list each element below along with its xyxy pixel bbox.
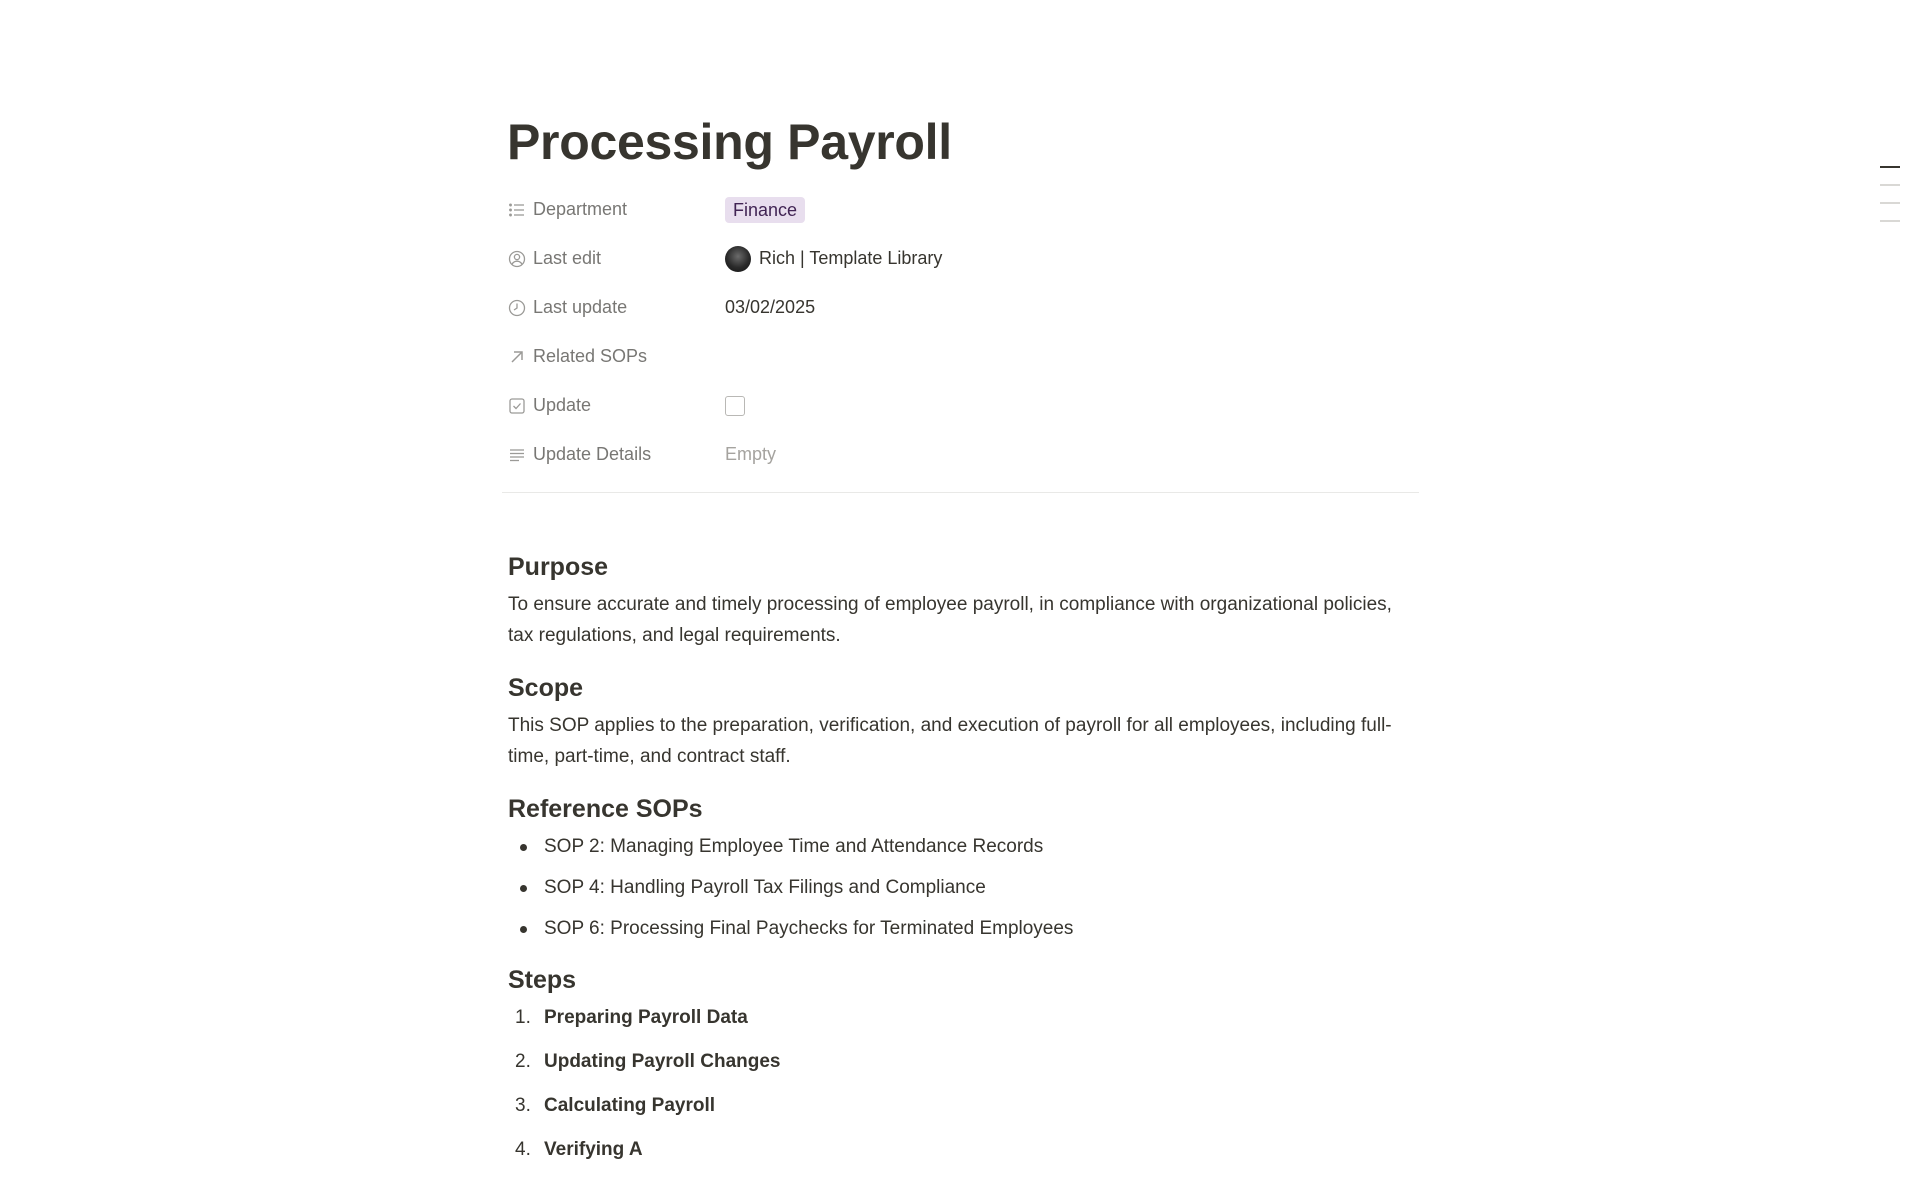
toc-marker[interactable]	[1880, 202, 1900, 204]
reference-sops-heading[interactable]: Reference SOPs	[508, 795, 703, 823]
list-item[interactable]	[508, 1046, 1413, 1077]
property-label	[507, 395, 725, 416]
avatar	[725, 246, 751, 272]
property-label	[507, 248, 725, 269]
property-value[interactable]	[725, 297, 815, 318]
person-circle-icon	[507, 249, 527, 269]
property-related-sops[interactable]	[507, 332, 1419, 381]
property-value[interactable]	[725, 444, 776, 465]
property-value[interactable]	[725, 396, 745, 416]
properties-panel	[507, 185, 1419, 479]
department-label: Department	[533, 199, 628, 219]
list-item[interactable]	[508, 1090, 1413, 1121]
document-body	[508, 549, 1413, 1178]
step-label[interactable]: Updating Payroll Changes	[544, 1051, 781, 1072]
list-item[interactable]: SOP 6: Processing Final Paychecks for Terminated Employees	[508, 913, 1413, 944]
purpose-heading[interactable]: Purpose	[508, 553, 609, 581]
property-label	[507, 444, 725, 465]
clock-icon	[507, 298, 527, 318]
scope-text[interactable]: This SOP applies to the preparation, verification, and execution of payroll for all employees, including full-time, part-time, and contract staff.	[508, 715, 1392, 767]
list-item[interactable]: SOP 2: Managing Employee Time and Attendance Records	[508, 831, 1413, 862]
department-tag[interactable]: Finance	[725, 197, 805, 223]
toc-marker[interactable]	[1880, 184, 1900, 186]
update-label: Update	[533, 395, 592, 415]
property-value[interactable]	[725, 246, 942, 272]
property-update-details[interactable]	[507, 430, 1419, 479]
property-last-edit[interactable]	[507, 234, 1419, 283]
update-details-value[interactable]: Empty	[725, 444, 777, 464]
toc-marker-active[interactable]	[1880, 166, 1900, 168]
scope-heading[interactable]: Scope	[508, 674, 584, 702]
step-number: 3.	[515, 1095, 531, 1116]
step-label[interactable]: Preparing Payroll Data	[544, 1007, 748, 1028]
property-last-update[interactable]	[507, 283, 1419, 332]
property-label	[507, 346, 725, 367]
property-label	[507, 297, 725, 318]
step-label[interactable]: Verifying A	[544, 1139, 643, 1160]
list-item[interactable]	[508, 1002, 1413, 1033]
list-item[interactable]	[508, 1134, 1413, 1165]
purpose-text[interactable]: To ensure accurate and timely processing of employee payroll, in compliance with organizational policies, tax regulations, and legal requirements.	[508, 594, 1392, 646]
step-number: 4.	[515, 1139, 531, 1160]
toc-marker[interactable]	[1880, 220, 1900, 222]
table-of-contents-minimap[interactable]	[1880, 166, 1902, 238]
last-update-value[interactable]: 03/02/2025	[725, 297, 816, 317]
property-update[interactable]	[507, 381, 1419, 430]
related-sops-label: Related SOPs	[533, 346, 648, 366]
last-edit-label: Last edit	[533, 248, 602, 268]
property-department[interactable]	[507, 185, 1419, 234]
checkbox-icon	[507, 396, 527, 416]
update-details-label: Update Details	[533, 444, 652, 464]
arrow-up-right-icon	[507, 347, 527, 367]
step-number: 2.	[515, 1051, 531, 1072]
text-lines-icon	[507, 445, 527, 465]
divider	[502, 492, 1419, 493]
step-label[interactable]: Calculating Payroll	[544, 1095, 716, 1116]
list-item[interactable]: SOP 4: Handling Payroll Tax Filings and Compliance	[508, 872, 1413, 903]
last-update-label: Last update	[533, 297, 628, 317]
steps-heading[interactable]: Steps	[508, 966, 577, 994]
step-number: 1.	[515, 1007, 531, 1028]
update-checkbox[interactable]	[725, 396, 745, 416]
list-icon	[507, 200, 527, 220]
property-label	[507, 199, 725, 220]
steps-list	[508, 1002, 1413, 1165]
last-edit-user[interactable]: Rich | Template Library	[759, 248, 943, 268]
reference-sops-list	[508, 831, 1413, 944]
page-title[interactable]: Processing Payroll	[507, 114, 952, 170]
property-value[interactable]	[725, 197, 805, 223]
